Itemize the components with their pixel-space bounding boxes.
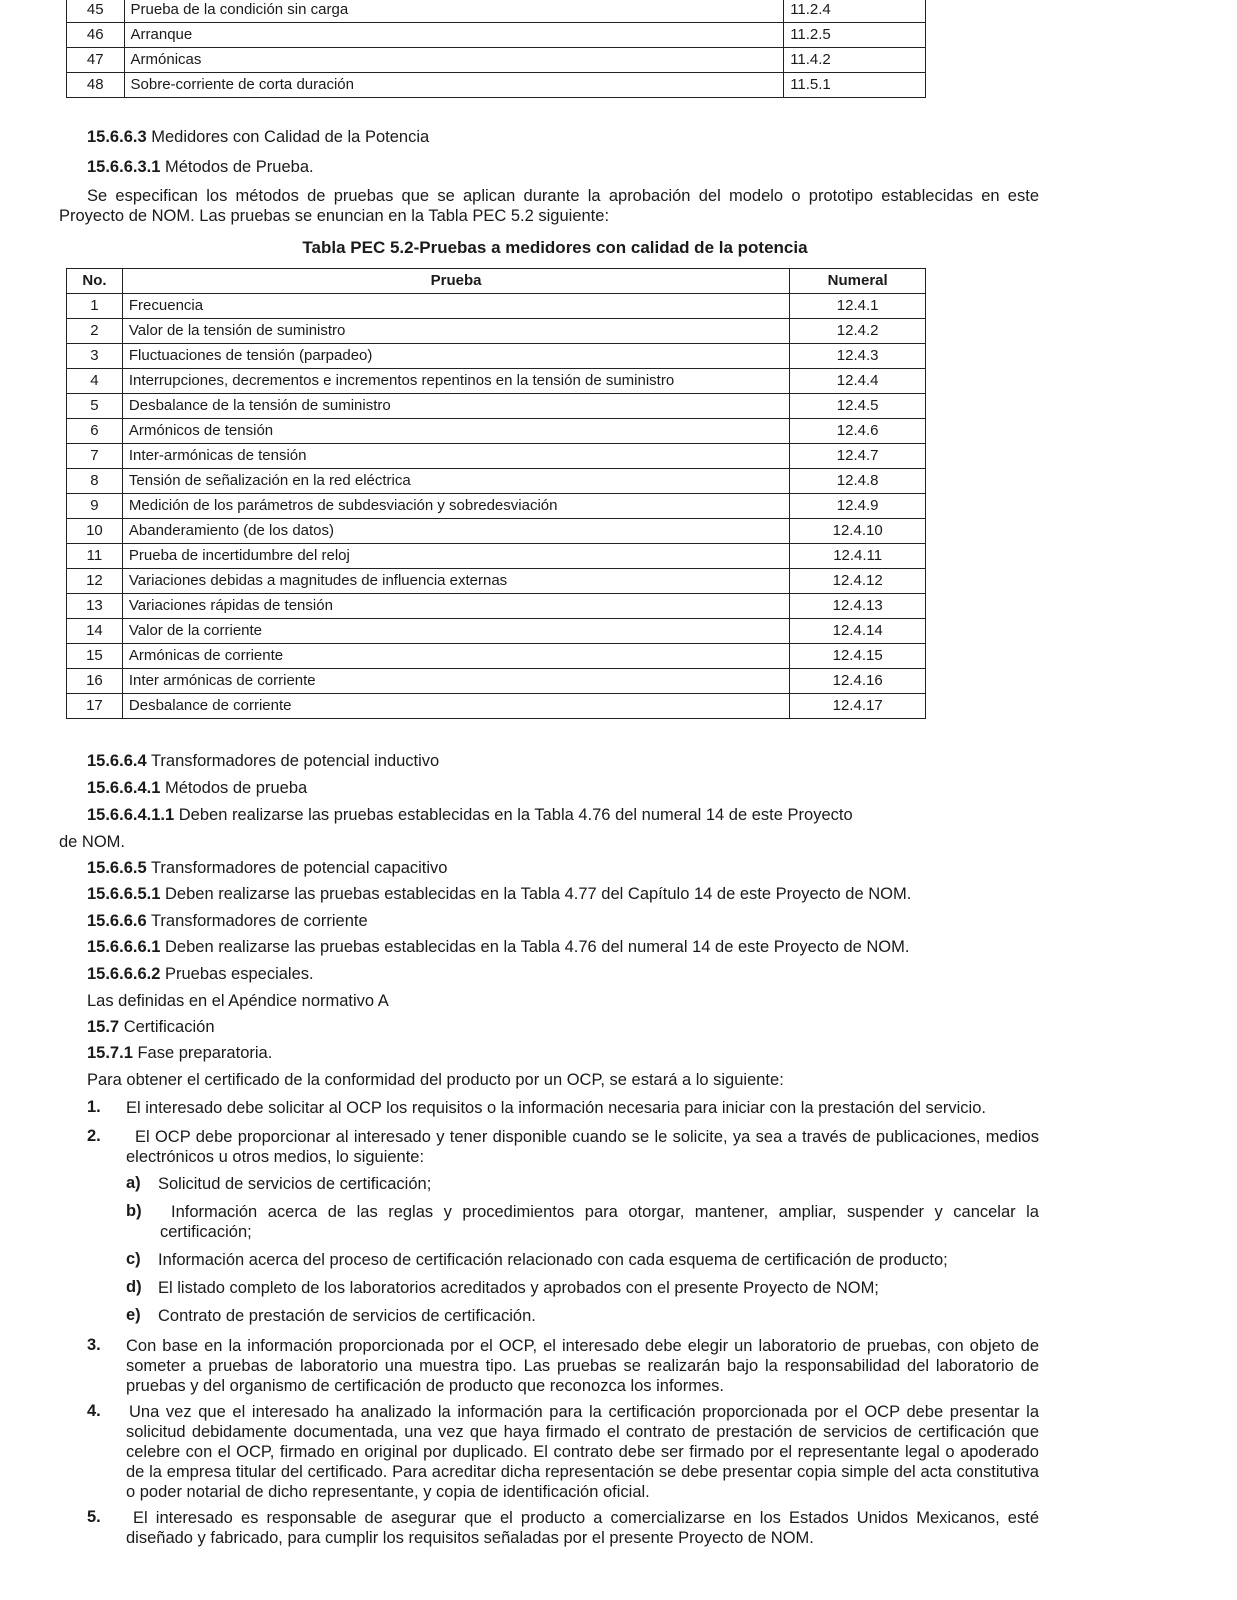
- cell-prueba: Abanderamiento (de los datos): [122, 519, 789, 544]
- section-title: Transformadores de corriente: [150, 912, 368, 930]
- section-15-6-6-5: [87, 858, 447, 878]
- list-number: 1.: [87, 1098, 101, 1116]
- section-title: Medidores con Calidad de la Potencia: [151, 128, 430, 146]
- section-title: Certificación: [123, 1018, 215, 1036]
- cell-no: 8: [67, 469, 123, 494]
- cell-numeral: 12.4.14: [790, 619, 926, 644]
- section-title: Fase preparatoria.: [137, 1044, 273, 1062]
- table-row: [67, 644, 926, 669]
- table-row: [67, 619, 926, 644]
- cell-prueba: Prueba de la condición sin carga: [124, 0, 784, 23]
- table-row: [67, 23, 926, 48]
- cell-numeral: 12.4.13: [790, 594, 926, 619]
- table-row: [67, 494, 926, 519]
- section-title: Pruebas especiales.: [165, 965, 314, 983]
- cell-prueba: Inter-armónicas de tensión: [122, 444, 789, 469]
- cell-prueba: Desbalance de la tensión de suministro: [122, 394, 789, 419]
- section-15-6-6-6-1: [87, 937, 909, 957]
- table-row: [67, 669, 926, 694]
- cell-prueba: Interrupciones, decrementos e incrementos repentinos en la tensión de suministro: [122, 369, 789, 394]
- section-title: Métodos de Prueba.: [165, 158, 314, 176]
- cell-no: 5: [67, 394, 123, 419]
- list-number: 2.: [87, 1127, 101, 1145]
- cell-numeral: 12.4.16: [790, 669, 926, 694]
- table-header-row: [67, 269, 926, 294]
- cell-prueba: Variaciones debidas a magnitudes de influencia externas: [122, 569, 789, 594]
- apendice-text: Las definidas en el Apéndice normativo A: [87, 992, 389, 1010]
- section-number: 15.6.6.3: [87, 128, 147, 146]
- cell-prueba: Arranque: [124, 23, 784, 48]
- section-number: 15.6.6.6: [87, 912, 147, 930]
- section-number: 15.6.6.4.1: [87, 779, 161, 797]
- cell-no: 2: [67, 319, 123, 344]
- section-number: 15.6.6.5.1: [87, 885, 161, 903]
- sublist-letter: c): [126, 1250, 141, 1268]
- cell-prueba: Variaciones rápidas de tensión: [122, 594, 789, 619]
- section-15-6-6-6: [87, 911, 368, 931]
- list-number: 4.: [87, 1402, 101, 1420]
- table-row: [67, 394, 926, 419]
- cell-no: 13: [67, 594, 123, 619]
- section-continuation: de NOM.: [59, 833, 126, 851]
- cell-no: 1: [67, 294, 123, 319]
- cell-numeral: 11.2.4: [784, 0, 926, 23]
- table-row: [67, 73, 926, 98]
- section-number: 15.6.6.4.1.1: [87, 806, 175, 824]
- cell-prueba: Armónicas: [124, 48, 784, 73]
- section-15-6-6-4-1: [87, 778, 307, 798]
- list-item: El OCP debe proporcionar al interesado y tener disponible cuando se le solicite, ya sea a través de publicaciones, medios electrónicos u otros medios, lo siguiente:: [126, 1128, 1039, 1166]
- section-number: 15.6.6.3.1: [87, 158, 161, 176]
- section-text: Deben realizarse las pruebas establecidas en la Tabla 4.77 del Capítulo 14 de este Proyecto de NOM.: [165, 885, 912, 903]
- cell-prueba: Tensión de señalización en la red eléctrica: [122, 469, 789, 494]
- cell-no: 4: [67, 369, 123, 394]
- cell-no: 15: [67, 644, 123, 669]
- cell-no: 10: [67, 519, 123, 544]
- cell-numeral: 12.4.7: [790, 444, 926, 469]
- cell-no: 45: [67, 0, 125, 23]
- table-row: [67, 444, 926, 469]
- list-item: El interesado es responsable de asegurar que el producto a comercializarse en los Estados Unidos Mexicanos, esté diseñado y fabricado, para cumplir los requisitos señaladas por el presente Proyecto de NOM.: [126, 1509, 1039, 1547]
- cell-numeral: 12.4.2: [790, 319, 926, 344]
- cell-no: 17: [67, 694, 123, 719]
- section-title: Transformadores de potencial inductivo: [150, 752, 440, 770]
- list-number: 3.: [87, 1336, 101, 1354]
- sublist-letter: a): [126, 1174, 141, 1192]
- cell-prueba: Medición de los parámetros de subdesviación y sobredesviación: [122, 494, 789, 519]
- table-row: [67, 594, 926, 619]
- cell-numeral: 12.4.1: [790, 294, 926, 319]
- sublist-letter: b): [126, 1202, 142, 1220]
- table-row: [67, 0, 926, 23]
- section-15-7: [87, 1017, 215, 1037]
- cell-no: 16: [67, 669, 123, 694]
- section-title: Transformadores de potencial capacitivo: [150, 859, 448, 877]
- cell-no: 7: [67, 444, 123, 469]
- cell-numeral: 11.2.5: [784, 23, 926, 48]
- cell-numeral: 12.4.4: [790, 369, 926, 394]
- table-row: [67, 544, 926, 569]
- cell-numeral: 12.4.8: [790, 469, 926, 494]
- pec-table-body: [67, 294, 926, 719]
- section-text: Deben realizarse las pruebas establecidas en la Tabla 4.76 del numeral 14 de este Proyecto de NOM.: [165, 938, 910, 956]
- table-row: [67, 319, 926, 344]
- section-15-6-6-3: [87, 127, 429, 147]
- section-number: 15.6.6.5: [87, 859, 147, 877]
- section-number: 15.7: [87, 1018, 120, 1036]
- cell-numeral: 11.4.2: [784, 48, 926, 73]
- table-row: [67, 294, 926, 319]
- cell-no: 6: [67, 419, 123, 444]
- sublist-item: Solicitud de servicios de certificación;: [158, 1175, 432, 1193]
- section-15-6-6-4-1-1: [87, 805, 853, 825]
- cell-no: 11: [67, 544, 123, 569]
- table-row: [67, 519, 926, 544]
- table-row: [67, 569, 926, 594]
- section-15-7-1: [87, 1043, 272, 1063]
- section-15-6-6-5-1: [87, 884, 911, 904]
- cell-no: 46: [67, 23, 125, 48]
- cell-numeral: 12.4.9: [790, 494, 926, 519]
- table-caption: Tabla PEC 5.2-Pruebas a medidores con calidad de la potencia: [302, 238, 808, 257]
- cell-prueba: Armónicas de corriente: [122, 644, 789, 669]
- cell-no: 3: [67, 344, 123, 369]
- cell-prueba: Prueba de incertidumbre del reloj: [122, 544, 789, 569]
- cell-numeral: 12.4.17: [790, 694, 926, 719]
- table-row: [67, 344, 926, 369]
- cell-prueba: Desbalance de corriente: [122, 694, 789, 719]
- header-no: No.: [67, 269, 123, 294]
- cell-prueba: Frecuencia: [122, 294, 789, 319]
- list-item: El interesado debe solicitar al OCP los requisitos o la información necesaria para iniciar con la prestación del servicio.: [126, 1099, 986, 1117]
- table-row: [67, 694, 926, 719]
- cell-numeral: 12.4.3: [790, 344, 926, 369]
- section-15-6-6-6-2: [87, 964, 314, 984]
- cell-no: 12: [67, 569, 123, 594]
- cell-no: 47: [67, 48, 125, 73]
- cell-prueba: Valor de la corriente: [122, 619, 789, 644]
- table-row: [67, 419, 926, 444]
- section-number: 15.6.6.4: [87, 752, 147, 770]
- table-row: [67, 469, 926, 494]
- section-title: Métodos de prueba: [165, 779, 308, 797]
- cell-no: 14: [67, 619, 123, 644]
- section-15-6-6-4: [87, 751, 439, 771]
- table-row: [67, 369, 926, 394]
- cell-numeral: 12.4.10: [790, 519, 926, 544]
- sublist-item: Información acerca del proceso de certificación relacionado con cada esquema de certificación de producto;: [158, 1251, 948, 1269]
- cell-numeral: 12.4.5: [790, 394, 926, 419]
- intro-paragraph: Se especifican los métodos de pruebas que se aplican durante la aprobación del modelo o prototipo establecidas en este Proyecto de NOM. Las pruebas se enuncian en la Tabla PEC 5.2 siguiente:: [59, 187, 1039, 225]
- list-item: Con base en la información proporcionada por el OCP, el interesado debe elegir un laboratorio de pruebas, con objeto de someter a pruebas de laboratorio una muestra tipo. Las pruebas se realizarán bajo la responsabilidad del laboratorio de pruebas y del organismo de certificación de producto que reconozca los informes.: [126, 1337, 1039, 1395]
- list-item: Una vez que el interesado ha analizado la información para la certificación proporcionada por el OCP debe presentar la solicitud debidamente documentada, una vez que haya firmado el contrato de prestación de servicios de certificación que celebre con el OCP, firmado en original por duplicado. El contrato debe ser firmado por el representante legal o apoderado de la empresa titular del certificado. Para acreditar dicha representación se debe presentar copia simple del acta constitutiva o poder notarial de dicho representante, y copia de identificación oficial.: [126, 1403, 1039, 1501]
- cell-prueba: Valor de la tensión de suministro: [122, 319, 789, 344]
- cell-prueba: Sobre-corriente de corta duración: [124, 73, 784, 98]
- section-number: 15.6.6.6.1: [87, 938, 161, 956]
- cell-prueba: Armónicos de tensión: [122, 419, 789, 444]
- section-15-6-6-3-1: [87, 157, 314, 177]
- cell-numeral: 12.4.15: [790, 644, 926, 669]
- section-text: Deben realizarse las pruebas establecidas en la Tabla 4.76 del numeral 14 de este Proyecto: [178, 806, 853, 824]
- list-number: 5.: [87, 1508, 101, 1526]
- cell-prueba: Fluctuaciones de tensión (parpadeo): [122, 344, 789, 369]
- cell-numeral: 11.5.1: [784, 73, 926, 98]
- cell-no: 9: [67, 494, 123, 519]
- header-numeral: Numeral: [790, 269, 926, 294]
- sublist-letter: e): [126, 1306, 141, 1324]
- cert-intro: Para obtener el certificado de la conformidad del producto por un OCP, se estará a lo siguiente:: [87, 1071, 784, 1089]
- cell-no: 48: [67, 73, 125, 98]
- pec-table: [66, 268, 926, 719]
- header-prueba: Prueba: [122, 269, 789, 294]
- sublist-letter: d): [126, 1278, 142, 1296]
- cell-numeral: 12.4.12: [790, 569, 926, 594]
- sublist-item: Información acerca de las reglas y procedimientos para otorgar, mantener, ampliar, suspender y cancelar la certificación;: [160, 1203, 1039, 1241]
- cell-prueba: Inter armónicas de corriente: [122, 669, 789, 694]
- cell-numeral: 12.4.11: [790, 544, 926, 569]
- cell-numeral: 12.4.6: [790, 419, 926, 444]
- continuation-table: [66, 0, 926, 98]
- table-row: [67, 48, 926, 73]
- sublist-item: El listado completo de los laboratorios acreditados y aprobados con el presente Proyecto de NOM;: [158, 1279, 879, 1297]
- sublist-item: Contrato de prestación de servicios de certificación.: [158, 1307, 536, 1325]
- section-number: 15.7.1: [87, 1044, 133, 1062]
- section-number: 15.6.6.6.2: [87, 965, 161, 983]
